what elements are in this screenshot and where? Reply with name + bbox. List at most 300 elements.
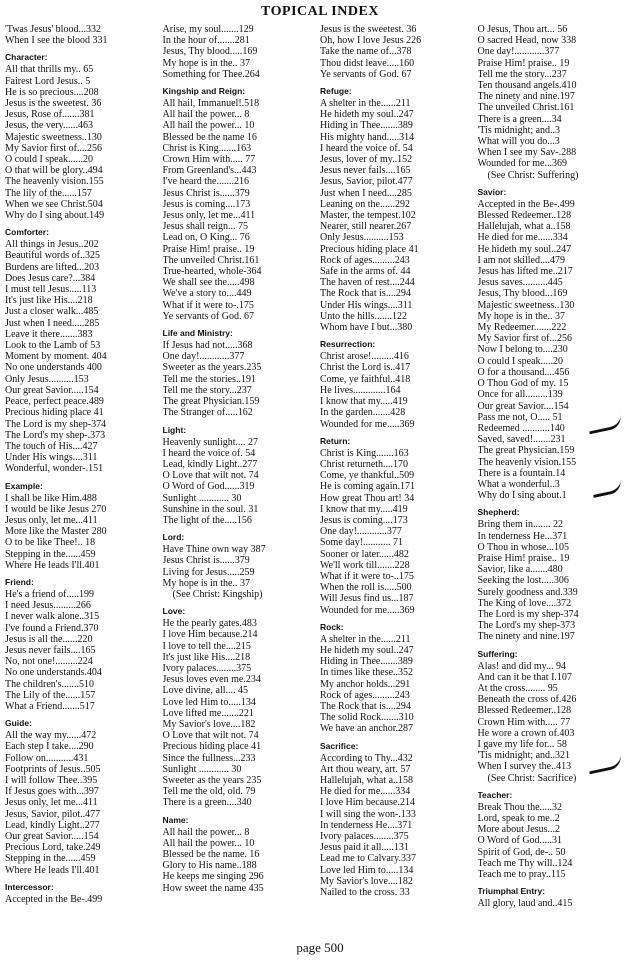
index-entry: Does Jesus care?...384 — [5, 272, 96, 284]
index-entry: We have an anchor.287 — [320, 723, 414, 735]
index-entry: Come, ye faithful..418 — [320, 373, 411, 385]
index-entry: He is coming again.171 — [320, 481, 415, 493]
index-entry: In the hour of.......281 — [162, 35, 250, 47]
index-entry: Lead, kindly Light..277 — [162, 458, 258, 470]
index-section — [163, 606, 318, 808]
index-entry: There is a fountain.14 — [477, 467, 566, 479]
index-section — [5, 577, 160, 712]
index-entry: Lord, speak to me..2 — [477, 813, 560, 824]
index-entry: Jesus loves even me.234 — [162, 674, 261, 686]
index-entry: Jesus, Thy blood...169 — [477, 288, 568, 300]
index-entry: Wounded for me.....369 — [320, 604, 415, 616]
section-heading: Triumphal Entry: — [477, 886, 546, 897]
index-entry: I know that my.....419 — [320, 503, 408, 515]
index-section — [5, 52, 160, 221]
index-entry: All hail the power... 10 — [162, 120, 255, 132]
index-entry: Sunlight ............ 30 — [162, 492, 242, 504]
index-entry: Redeemed ...........140 — [477, 422, 565, 434]
index-entry: I heard the voice of. 54 — [162, 447, 256, 459]
index-entry: Jesus shall reign... 75 — [162, 221, 249, 233]
index-entry: Oh, how I love Jesus 226 — [320, 35, 422, 47]
index-entry: When I see my Sav-.288 — [477, 147, 577, 159]
index-section — [163, 425, 318, 527]
index-entry: In the garden.......428 — [320, 407, 406, 419]
index-entry: In tenderness He...371 — [477, 530, 568, 542]
section-heading: Rock: — [320, 621, 344, 632]
index-entry: Unto the hills.......122 — [320, 310, 407, 322]
index-entry: The touch of His....427 — [5, 440, 98, 452]
index-entry: He died for me......334 — [477, 232, 568, 244]
index-entry: Teach me to pray..115 — [477, 869, 566, 881]
index-entry: I never walk alone..315 — [5, 611, 100, 623]
index-entry: Nailed to the cross. 33 — [320, 887, 410, 899]
index-entry: I must tell Jesus.....113 — [5, 284, 97, 296]
index-entry: Accepted in the Be-.499 — [477, 198, 575, 210]
section-heading: Lord: — [162, 532, 185, 543]
index-entry: Crown Him with..... 77 — [162, 154, 256, 166]
index-entry: Our great Savior....154 — [477, 400, 569, 412]
index-entry: Blessed be the name. 16 — [162, 849, 260, 860]
index-entry: What if it were to-..175 — [320, 570, 414, 582]
index-entry: He wore a crown of.403 — [477, 727, 575, 739]
index-entry: O Jesus, Thou art... 56 — [477, 24, 568, 35]
cross-reference: (See Christ: Suffering) — [487, 169, 579, 181]
index-entry: We shall see the.....498 — [162, 277, 255, 289]
index-entry: Hiding in Thee.......389 — [320, 656, 413, 668]
index-entry: Jesus, Rose of.......381 — [5, 109, 95, 121]
index-section — [320, 86, 475, 333]
index-entry: Surely goodness and.339 — [477, 586, 578, 598]
index-entry: A shelter in the......211 — [320, 633, 411, 645]
index-entry: He hideth my soul..247 — [320, 644, 414, 656]
index-entry: Thou didst leave.....160 — [320, 57, 415, 69]
index-entry: My hope is in the.. 37 — [477, 310, 565, 322]
index-entry: Ivory palaces........375 — [162, 662, 252, 674]
index-entry: Jesus, the very......463 — [5, 120, 93, 132]
index-entry: All the way my......472 — [5, 730, 97, 742]
index-entry: Christ is King.......163 — [162, 142, 252, 154]
index-section — [163, 815, 318, 894]
index-entry: The great Physician.159 — [162, 396, 260, 408]
section-heading: Shepherd: — [477, 507, 520, 518]
index-entry: Peace, perfect peace.489 — [5, 396, 104, 408]
index-entry: Fairest Lord Jesus.. 5 — [5, 75, 91, 87]
index-entry: Master, the tempest.102 — [320, 210, 416, 222]
index-column — [320, 24, 477, 930]
index-entry: Love lifted me.......221 — [162, 707, 254, 719]
index-entry: O that will be glory..494 — [5, 165, 103, 177]
index-section — [478, 886, 633, 909]
index-entry: Sweeter as the years.235 — [162, 362, 262, 374]
index-entry: Ivory palaces........375 — [320, 831, 409, 842]
page-number: page 500 — [296, 940, 344, 955]
index-entry: The Lily of the......157 — [5, 689, 96, 701]
index-entry: Bring them in....... 22 — [477, 519, 564, 531]
page-title: TOPICAL INDEX — [261, 4, 379, 19]
index-entry: O could I speak......20 — [5, 154, 94, 166]
index-entry: Only Jesus..........153 — [320, 232, 404, 244]
index-entry: Under His wings....311 — [320, 299, 413, 311]
section-heading: Friend: — [5, 576, 34, 587]
index-entry: According to Thy...432 — [320, 752, 413, 764]
section-heading: Resurrection: — [320, 339, 376, 350]
index-entry: O to be like Thee!.. 18 — [5, 537, 96, 549]
index-entry: O Word of God......319 — [162, 481, 255, 493]
index-entry: Once for all.........139 — [477, 389, 563, 401]
index-section — [5, 227, 160, 474]
index-entry: Love led Him to.....134 — [320, 864, 414, 876]
index-entry: I love Him because.214 — [320, 797, 415, 809]
index-entry: Jesus never fails....165 — [5, 644, 96, 656]
index-entry: Ye servants of God. 67 — [320, 68, 412, 80]
index-entry: No, not one!.........224 — [5, 656, 93, 668]
section-heading: Character: — [5, 52, 48, 63]
section-heading: Comforter: — [5, 227, 49, 238]
index-entry: Jesus Christ is......379 — [162, 187, 250, 199]
index-column — [478, 24, 635, 930]
index-entry: The unveiled Christ.161 — [477, 102, 575, 114]
index-entry: Lead, kindly Light..277 — [5, 819, 100, 831]
index-entry: Why do I sing about.1 — [477, 490, 567, 502]
index-entry: More about Jesus...2 — [477, 824, 560, 836]
index-entry: Take the name of...378 — [320, 46, 412, 58]
section-heading: Intercessor: — [5, 881, 54, 892]
index-entry: Sunlight ............ 30 — [162, 763, 242, 775]
index-entry: My Savior's love....182 — [162, 718, 256, 730]
index-entry: Just a closer walk...485 — [5, 306, 99, 318]
index-entry: Jesus saves..........445 — [477, 277, 563, 289]
index-entry: Lead me to Calvary.337 — [320, 853, 416, 865]
index-entry: I am not skilled....479 — [477, 254, 565, 266]
index-entry: In tenderness He....371 — [320, 819, 413, 831]
index-entry: Tell me the old, old. 79 — [162, 786, 256, 798]
index-entry: Where He leads I'll.401 — [5, 864, 100, 876]
index-section — [478, 187, 633, 501]
index-entry: Christ the Lord is..417 — [320, 362, 411, 374]
index-entry: My hope is in the.. 37 — [162, 57, 250, 69]
index-entry: The great Physician.159 — [477, 445, 575, 457]
index-section — [163, 328, 318, 418]
index-entry: Sweeter as the years 235 — [162, 774, 262, 786]
index-entry: If Jesus had not.....368 — [162, 340, 253, 352]
index-entry: Praise Him! praise.. 19 — [162, 243, 255, 255]
index-entry: Under His wings....311 — [5, 452, 98, 464]
index-entry: He's a friend of.....199 — [5, 588, 94, 600]
index-entry: The ninety and nine.197 — [477, 631, 575, 643]
index-entry: Whom have I but...380 — [320, 322, 413, 334]
section-heading: Name: — [162, 814, 189, 825]
index-section — [478, 24, 633, 181]
section-heading: Kingship and Reign: — [162, 86, 246, 97]
index-entry: My Savior first of...256 — [477, 333, 572, 345]
index-entry: We've a story to....449 — [162, 288, 252, 300]
section-heading: Savior: — [477, 186, 507, 197]
index-entry: All hail the power... 10 — [162, 837, 255, 849]
index-entry: Nearer, still nearer.267 — [320, 221, 412, 233]
index-entry: He hideth my soul..247 — [320, 109, 414, 121]
index-entry: Blessed Redeemer..128 — [477, 705, 572, 717]
index-entry: Have Thine own way 387 — [162, 544, 266, 556]
index-entry: Praise Him! praise.. 19 — [477, 552, 570, 564]
index-entry: 'Twas Jesus' blood...332 — [5, 24, 101, 35]
cross-reference: (See Christ: Sacrifice) — [487, 772, 577, 784]
index-entry: O Thou in whose...105 — [477, 541, 569, 553]
index-entry: The light of the.....156 — [162, 514, 252, 526]
index-entry: Arise, my soul.......129 — [162, 24, 254, 35]
index-entry: O could I speak.....20 — [477, 355, 564, 367]
index-entry: When I see the blood 331 — [5, 35, 108, 47]
index-entry: Glory to His name..188 — [162, 860, 257, 872]
index-entry: Christ arose!.........416 — [320, 351, 409, 363]
index-entry: Wounded for me.....369 — [320, 418, 415, 430]
index-entry: The haven of rest....244 — [320, 277, 415, 289]
index-entry: Lead on, O King... 76 — [162, 232, 250, 244]
index-section — [5, 24, 160, 46]
index-entry: My Redeemer.......222 — [477, 322, 567, 334]
index-entry: Beneath the cross of.426 — [477, 694, 577, 706]
index-section — [163, 532, 318, 600]
index-entry: Christ is King.......163 — [320, 447, 409, 459]
index-entry: What will you do...3 — [477, 136, 560, 148]
index-entry: My Savior first of....256 — [5, 142, 102, 154]
index-entry: Stepping in the......459 — [5, 853, 96, 865]
index-entry: Sooner or later......482 — [320, 548, 409, 560]
index-entry: When we see Christ.504 — [5, 198, 103, 210]
index-entry: The lily of the......157 — [5, 187, 92, 199]
index-entry: All that thrills my.. 65 — [5, 64, 94, 76]
index-entry: Jesus only, let me...411 — [5, 514, 98, 526]
index-entry: Leaning on the......292 — [320, 198, 410, 210]
index-entry: Majestic sweetness..130 — [5, 131, 102, 143]
index-entry: Praise Him! praise.. 19 — [477, 57, 570, 69]
index-entry: Tell me the story...237 — [477, 68, 567, 80]
index-entry: His mighty hand.....314 — [320, 131, 415, 143]
index-entry: Jesus paid it all.....131 — [320, 842, 409, 854]
index-entry: If Jesus goes with...397 — [5, 786, 99, 798]
index-entry: One day!............377 — [162, 351, 245, 363]
index-section — [320, 339, 475, 429]
index-entry: O Thou God of my. 15 — [477, 378, 569, 390]
index-entry: I heard the voice of. 54 — [320, 142, 413, 154]
index-entry: Precious Lord, take.249 — [5, 842, 101, 854]
index-entry: He died for me......334 — [320, 786, 411, 798]
index-entry: 'Tis midnight; and..3 — [477, 124, 561, 136]
index-section — [5, 882, 160, 905]
index-entry: In times like these..352 — [320, 667, 414, 679]
index-entry: Saved, saved!.......231 — [477, 434, 566, 446]
index-entry: Christ returneth....170 — [320, 458, 409, 470]
index-entry: Living for Jesus.....259 — [162, 566, 255, 578]
index-entry: Our great Savior.....154 — [5, 831, 99, 842]
index-entry: Jesus never fails....165 — [320, 165, 411, 177]
index-entry: Ye servants of God. 67 — [162, 310, 254, 322]
index-entry: How great Thou art! 34 — [320, 492, 415, 504]
index-entry: Heavenly sunlight.... 27 — [162, 436, 259, 448]
section-heading: Suffering: — [477, 648, 518, 659]
index-entry: Jesus is coming....173 — [162, 198, 251, 210]
index-entry: The King of love....372 — [477, 597, 572, 609]
index-entry: Rock of ages.........243 — [320, 254, 410, 266]
index-entry: All hail, Immanuel!.518 — [162, 98, 260, 110]
index-entry: All hail the power... 8 — [162, 826, 250, 838]
index-section — [320, 622, 475, 735]
index-entry: Love divine, all.... 45 — [162, 685, 249, 697]
index-entry: Will Jesus find us...187 — [320, 593, 414, 605]
index-entry: Jesus, lover of my..152 — [320, 154, 413, 166]
index-entry: Jesus, Thy blood.....169 — [162, 46, 258, 58]
index-entry: Only Jesus..........153 — [5, 373, 89, 385]
index-entry: Jesus only, let me...411 — [162, 210, 256, 222]
index-entry: Precious hiding place 41 — [320, 243, 419, 255]
index-entry: Jesus is the sweetest. 36 — [320, 24, 417, 35]
index-entry: Now I belong to....230 — [477, 344, 568, 356]
index-entry: The heavenly vision.155 — [5, 176, 104, 188]
index-entry: Jesus has lifted me..217 — [477, 266, 573, 278]
index-section — [320, 436, 475, 616]
index-entry: Jesus is coming....173 — [320, 514, 408, 526]
section-heading: Guide: — [5, 718, 32, 729]
index-entry: Tell me the stories..191 — [162, 373, 256, 385]
index-entry: Since the fullness...233 — [162, 752, 256, 764]
index-entry: The children's.......510 — [5, 678, 95, 690]
section-heading: Life and Ministry: — [162, 328, 233, 339]
index-entry: Something for Thee.264 — [162, 68, 260, 80]
index-entry: Jesus, Savior, pilot..477 — [5, 808, 101, 820]
index-entry: I need Jesus.........266 — [5, 600, 91, 612]
index-entry: My anchor holds...291 — [320, 678, 411, 690]
index-entry: Wounded for me...369 — [477, 158, 567, 170]
index-entry: Jesus is all the......220 — [5, 633, 93, 645]
index-entry: Follow on...........431 — [5, 752, 89, 764]
index-entry: From Greenland's...443 — [162, 165, 257, 177]
index-entry: Rock of ages.........243 — [320, 689, 410, 701]
index-entry: Jesus Christ is......379 — [162, 555, 250, 567]
index-entry: I shall be like Him.488 — [5, 492, 97, 504]
index-entry: I will sing the won-.133 — [320, 808, 416, 820]
cross-reference: (See Christ: Kingship) — [172, 588, 263, 600]
index-entry: Hiding in Thee.......389 — [320, 120, 413, 132]
index-entry: I know that my.....419 — [320, 396, 408, 408]
index-entry: The Rock that is....294 — [320, 288, 411, 300]
index-entry: What a Friend.......517 — [5, 700, 95, 712]
index-entry: There is a green....34 — [477, 113, 562, 125]
index-entry: The heavenly vision.155 — [477, 456, 577, 468]
index-entry: Majestic sweetness..130 — [477, 299, 575, 311]
index-entry: I've found a Friend.370 — [5, 622, 99, 634]
index-entry: Stepping in the......459 — [5, 548, 96, 560]
index-entry: He is so precious....208 — [5, 86, 99, 98]
index-entry: Moment by moment. 404 — [5, 351, 107, 363]
index-entry: And can it be that I.107 — [477, 671, 572, 683]
section-heading: Sacrifice: — [320, 740, 359, 751]
index-entry: Pass me not, O..... 51 — [477, 411, 563, 423]
index-entry: Some day!........... 71 — [320, 537, 404, 549]
index-entry: Jesus, Savior, pilot.477 — [320, 176, 413, 188]
index-entry: All hail the power... 8 — [162, 109, 250, 121]
index-section — [163, 86, 318, 322]
index-entry: Precious hiding place 41 — [162, 741, 262, 753]
index-entry: The Lord is my shep-374 — [477, 608, 579, 620]
index-entry: Come, ye thankful..509 — [320, 470, 415, 482]
index-entry: Just when I need....285 — [320, 187, 412, 199]
index-section — [163, 24, 318, 80]
index-entry: One day!............377 — [320, 526, 402, 538]
index-entry: The Lord's my shep-.373 — [5, 429, 106, 441]
index-entry: My Savior's love....182 — [320, 875, 413, 887]
index-entry: The Lord is my shep-374 — [5, 418, 107, 430]
index-entry: O Love that wilt not. 74 — [162, 730, 259, 742]
index-entry: When the roll is.....500 — [320, 582, 412, 594]
index-section — [478, 790, 633, 880]
index-entry: We'll work till.......228 — [320, 559, 410, 571]
index-entry: True-hearted, whole-364 — [162, 266, 262, 278]
index-entry: No one understands.404 — [5, 667, 102, 679]
index-entry: Each step I take....290 — [5, 741, 94, 753]
index-entry: Jesus only, let me...411 — [5, 797, 98, 809]
index-entry: He the pearly gates.483 — [162, 618, 257, 630]
index-entry: He hideth my soul..247 — [477, 243, 572, 255]
index-section — [5, 481, 160, 571]
index-entry: It's just like His....218 — [162, 651, 251, 663]
index-entry: Jesus is the sweetest. 36 — [5, 98, 102, 110]
index-entry: Hallelujah, what a..158 — [477, 221, 571, 233]
index-entry: No one understands 400 — [5, 362, 102, 374]
index-entry: Crown Him with..... 77 — [477, 716, 571, 728]
index-entry: Safe in the arms of. 44 — [320, 266, 411, 278]
index-entry: He lives.............164 — [320, 384, 401, 396]
index-entry: Spirit of God, de-.. 50 — [477, 846, 566, 858]
index-entry: Alas! and did my... 94 — [477, 660, 567, 672]
index-entry: It's just like His....218 — [5, 295, 93, 307]
index-entry: I love Him because.214 — [162, 629, 258, 641]
index-entry: Footprints of Jesus..505 — [5, 763, 101, 775]
index-entry: I would be like Jesus 270 — [5, 503, 107, 515]
index-entry: O sacred Head, now 338 — [477, 35, 577, 47]
index-entry: The Rock that is....294 — [320, 700, 411, 712]
index-entry: O Love that wilt not. 74 — [162, 470, 259, 482]
index-entry: What if it were to-.175 — [162, 299, 254, 311]
index-entry: 'Tis midnight; and..321 — [477, 750, 571, 762]
index-entry: Ten thousand angels.410 — [477, 80, 577, 92]
index-section — [5, 718, 160, 876]
index-entry: Accepted in the Be-.499 — [5, 893, 103, 905]
index-entry: Blessed Redeemer..128 — [477, 210, 572, 222]
index-entry: All glory, laud and..415 — [477, 898, 573, 910]
index-entry: The Lord's my shep-373 — [477, 620, 576, 632]
index-entry: I love to tell the....215 — [162, 640, 251, 652]
index-entry: The Stranger of.....162 — [162, 407, 253, 419]
index-entry: Seeking the lost.....306 — [477, 575, 569, 587]
index-entry: Where He leads I'll.401 — [5, 559, 100, 571]
section-heading: Refuge: — [320, 86, 352, 97]
section-heading: Example: — [5, 480, 43, 491]
section-heading: Light: — [162, 424, 187, 435]
section-heading: Teacher: — [477, 789, 513, 800]
index-entry: Savior, like a.......480 — [477, 564, 563, 576]
index-entry: Tell me the story...237 — [162, 384, 252, 396]
index-entry: The ninety and nine.197 — [477, 91, 575, 103]
section-heading: Love: — [162, 606, 186, 617]
index-entry: The unveiled Christ.161 — [162, 254, 260, 266]
index-entry: More like the Master 280 — [5, 526, 107, 538]
index-entry: I've heard the.......216 — [162, 176, 249, 188]
index-entry: O for a thousand....456 — [477, 366, 570, 378]
index-entry: He keeps me singing 296 — [162, 871, 264, 883]
index-entry: Love led Him to.....134 — [162, 696, 256, 708]
index-section — [320, 741, 475, 899]
index-entry: Break Thou the.....32 — [477, 801, 563, 813]
index-entry: Look to the Lamb of 53 — [5, 340, 101, 352]
